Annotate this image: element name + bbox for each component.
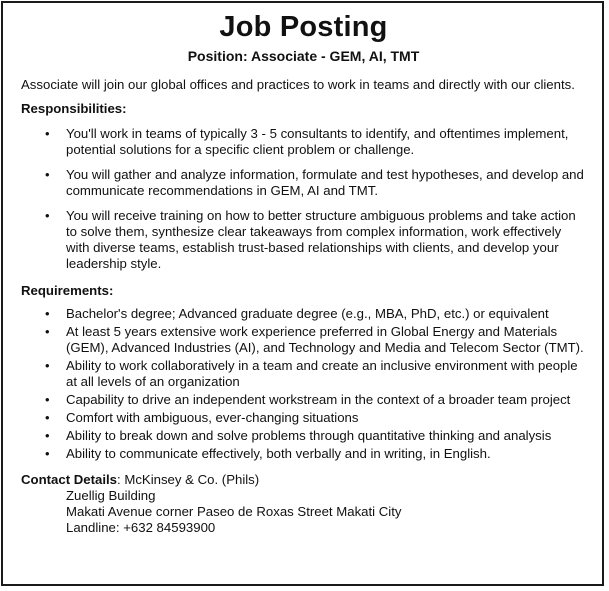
list-item: [21, 126, 586, 158]
bullet-icon: •: [45, 208, 50, 223]
requirements-heading: Requirements:: [21, 283, 114, 298]
bullet-icon: •: [45, 167, 50, 182]
list-item-text: You will receive training on how to better structure ambiguous problems and take action to solve them, synthesize clear takeaways from complex information, work effectively with diverse teams, establish trust-based relationships with clients, and develop your leadership style.: [66, 208, 576, 271]
bullet-icon: •: [45, 306, 50, 321]
contact-phone: Landline: +632 84593900: [66, 520, 216, 535]
bullet-icon: •: [45, 126, 50, 141]
bullet-icon: •: [45, 446, 50, 461]
list-item-text: Ability to break down and solve problems through quantitative thinking and analysis: [66, 428, 552, 443]
list-item-text: Capability to drive an independent workstream in the context of a broader team project: [66, 392, 571, 407]
bullet-icon: •: [45, 428, 50, 443]
bullet-icon: •: [45, 392, 50, 407]
list-item-text: At least 5 years extensive work experience preferred in Global Energy and Materials (GEM), Advanced Industries (AI), and Technology and Media and Telecom Sector (TMT).: [66, 324, 584, 355]
bullet-icon: •: [45, 324, 50, 339]
list-item-text: Ability to work collaboratively in a team and create an inclusive environment with people at all levels of an organization: [66, 358, 578, 389]
list-item: [21, 167, 586, 199]
list-item-text: You'll work in teams of typically 3 - 5 consultants to identify, and oftentimes implement, potential solutions for a specific client problem or challenge.: [66, 126, 569, 157]
page-title: Job Posting: [219, 11, 388, 43]
list-item: [21, 208, 586, 272]
contact-company: : McKinsey & Co. (Phils): [117, 472, 260, 487]
list-item: [21, 392, 586, 408]
contact-company-line: [21, 472, 586, 488]
list-item: [21, 446, 586, 462]
contact-details: [21, 472, 586, 536]
list-item-text: Ability to communicate effectively, both verbally and in writing, in English.: [66, 446, 491, 461]
list-item: [21, 410, 586, 426]
list-item: [21, 428, 586, 444]
intro-paragraph: Associate will join our global offices and practices to work in teams and directly with our clients.: [21, 77, 575, 92]
responsibilities-heading: Responsibilities:: [21, 101, 127, 116]
list-item-text: You will gather and analyze information, formulate and test hypotheses, and develop and communicate recommendations in GEM, AI and TMT.: [66, 167, 584, 198]
bullet-icon: •: [45, 410, 50, 425]
list-item-text: Comfort with ambiguous, ever-changing situations: [66, 410, 359, 425]
bullet-icon: •: [45, 358, 50, 373]
list-item: [21, 306, 586, 322]
contact-street: Makati Avenue corner Paseo de Roxas Street Makati City: [66, 504, 402, 519]
list-item: [21, 324, 586, 356]
list-item-text: Bachelor's degree; Advanced graduate degree (e.g., MBA, PhD, etc.) or equivalent: [66, 306, 549, 321]
job-posting: [21, 10, 586, 536]
list-item: [21, 358, 586, 390]
responsibilities-list: [21, 126, 586, 272]
position-subtitle: Position: Associate - GEM, AI, TMT: [187, 48, 420, 64]
contact-label: Contact Details: [21, 472, 117, 487]
requirements-list: [21, 306, 586, 462]
contact-building: Zuellig Building: [66, 488, 156, 503]
